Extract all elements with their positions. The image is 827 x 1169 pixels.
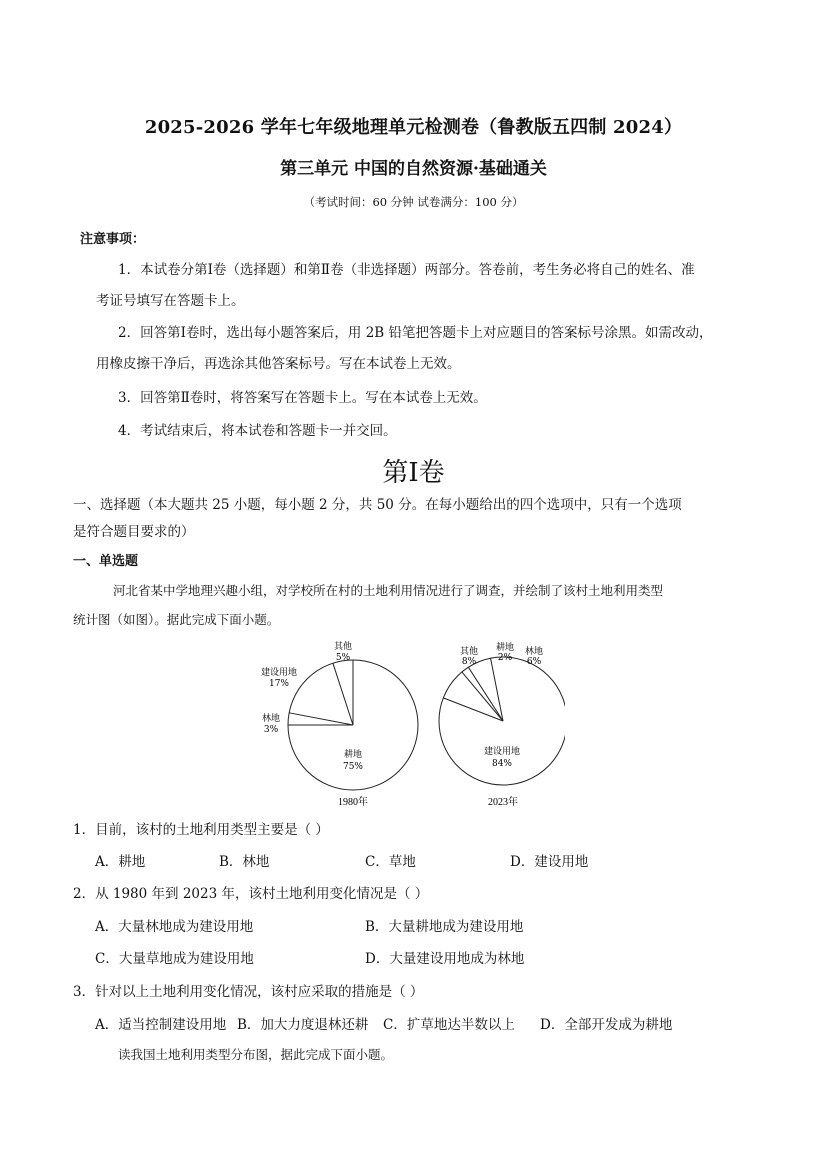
notice-item-4 (80, 416, 760, 447)
question-3-option-b[interactable]: B．加大力度退林还耕 (237, 1017, 369, 1033)
notice-item-2 (80, 318, 780, 380)
pie-2023-value-forest: 6% (526, 657, 542, 667)
question-2-option-a[interactable]: A．大量林地成为建设用地 (95, 919, 254, 935)
question-2-option-c[interactable]: C．大量草地成为建设用地 (95, 951, 254, 967)
pie-2023-slice-cropland-edge (462, 672, 503, 721)
pie-1980-value-forest: 3% (263, 725, 279, 735)
pie-1980-value-construction: 17% (268, 679, 290, 689)
pie-1980-label-forest: 林地 (261, 714, 281, 724)
question-3-option-d[interactable]: D．全部开发成为耕地 (540, 1017, 673, 1033)
pie-2023-label-forest: 林地 (524, 647, 544, 657)
pie-1980-label-construction: 建设用地 (260, 668, 298, 678)
notice-item-2-line1: 2．回答第Ⅰ卷时，选出每小题答案后，用 2B 铅笔把答题卡上对应题目的答案标号涂黑。如需改动， (118, 325, 713, 341)
question-2-option-d[interactable]: D．大量建设用地成为林地 (365, 951, 525, 967)
pie-2023-slice-other-edge (443, 698, 503, 721)
exam-title: 2025-2026 学年七年级地理单元检测卷（鲁教版五四制 2024） (144, 117, 683, 138)
pie-1980-slice-construction-edge (289, 713, 353, 725)
question-1-option-b[interactable]: B．林地 (219, 854, 270, 870)
pie-2023-label-other: 其他 (459, 647, 479, 657)
question-2-stem: 2．从 1980 年到 2023 年，该村土地利用变化情况是（ ） (73, 886, 429, 902)
notice-item-2-line2: 用橡皮擦干净后，再选涂其他答案标号。写在本试卷上无效。 (96, 356, 461, 372)
pie-2023-value-other: 8% (461, 657, 477, 667)
next-material-intro: 读我国土地利用类型分布图，据此完成下面小题。 (118, 1047, 394, 1062)
section-heading (73, 492, 763, 546)
pie-1980-caption: 1980年 (338, 797, 368, 808)
notice-item-3 (80, 383, 760, 414)
unit-subtitle: 第三单元 中国的自然资源·基础通关 (280, 159, 547, 179)
pie-1980-label-other: 其他 (333, 642, 353, 652)
notice-item-1-line2: 考证号填写在答题卡上。 (96, 293, 245, 309)
material-intro (73, 576, 763, 634)
question-1-stem: 1．目前，该村的土地利用类型主要是（ ） (73, 822, 329, 838)
notice-item-1-line1: 1．本试卷分第Ⅰ卷（选择题）和第Ⅱ卷（非选择题）两部分。答卷前，考生务必将自己的姓名、准 (118, 262, 695, 278)
question-1-option-a[interactable]: A．耕地 (95, 854, 146, 870)
notice-item-4-line1: 4．考试结束后，将本试卷和答题卡一并交回。 (118, 423, 397, 439)
section-line1: 一、选择题（本大题共 25 小题，每小题 2 分，共 50 分。在每小题给出的四个选项中，只有一个选项 (73, 497, 682, 513)
question-2-option-b[interactable]: B．大量耕地成为建设用地 (365, 919, 524, 935)
question-1-option-c[interactable]: C．草地 (365, 854, 416, 870)
question-1-option-d[interactable]: D．建设用地 (510, 854, 589, 870)
pie-1980-slice-other-edge (333, 663, 353, 725)
exam-info: （考试时间：60 分钟 试卷满分：100 分） (303, 195, 524, 209)
single-choice-title: 一、单选题 (73, 554, 139, 569)
pie-1980-label-cropland: 耕地 (343, 750, 363, 760)
intro-line1: 河北省某中学地理兴趣小组，对学校所在村的土地利用情况进行了调查，并绘制了该村土地利用类型 (113, 583, 664, 598)
part-title: 第Ⅰ卷 (382, 458, 445, 488)
question-3-option-a[interactable]: A．适当控制建设用地 (95, 1017, 227, 1033)
pie-1980-value-other: 5% (335, 653, 351, 663)
intro-line2: 统计图（如图）。据此完成下面小题。 (73, 612, 280, 627)
pie-1980-value-cropland: 75% (342, 762, 364, 772)
pie-2023-caption: 2023年 (488, 797, 518, 808)
question-3-option-c[interactable]: C．扩草地达半数以上 (383, 1017, 515, 1033)
pie-2023-value-construction: 84% (491, 759, 513, 769)
notice-item-1 (80, 255, 760, 317)
question-3-stem: 3．针对以上土地利用变化情况，该村应采取的措施是（ ） (73, 984, 424, 1000)
notice-title: 注意事项： (80, 232, 146, 247)
land-use-pie-charts (255, 637, 565, 812)
pie-2023-value-cropland: 2% (497, 653, 513, 663)
section-line2: 是符合题目要求的） (73, 524, 195, 540)
pie-2023-label-construction: 建设用地 (483, 747, 521, 757)
notice-item-3-line1: 3．回答第Ⅱ卷时，将答案写在答题卡上。写在本试卷上无效。 (118, 390, 487, 406)
pie-2023-label-cropland: 耕地 (495, 643, 515, 653)
